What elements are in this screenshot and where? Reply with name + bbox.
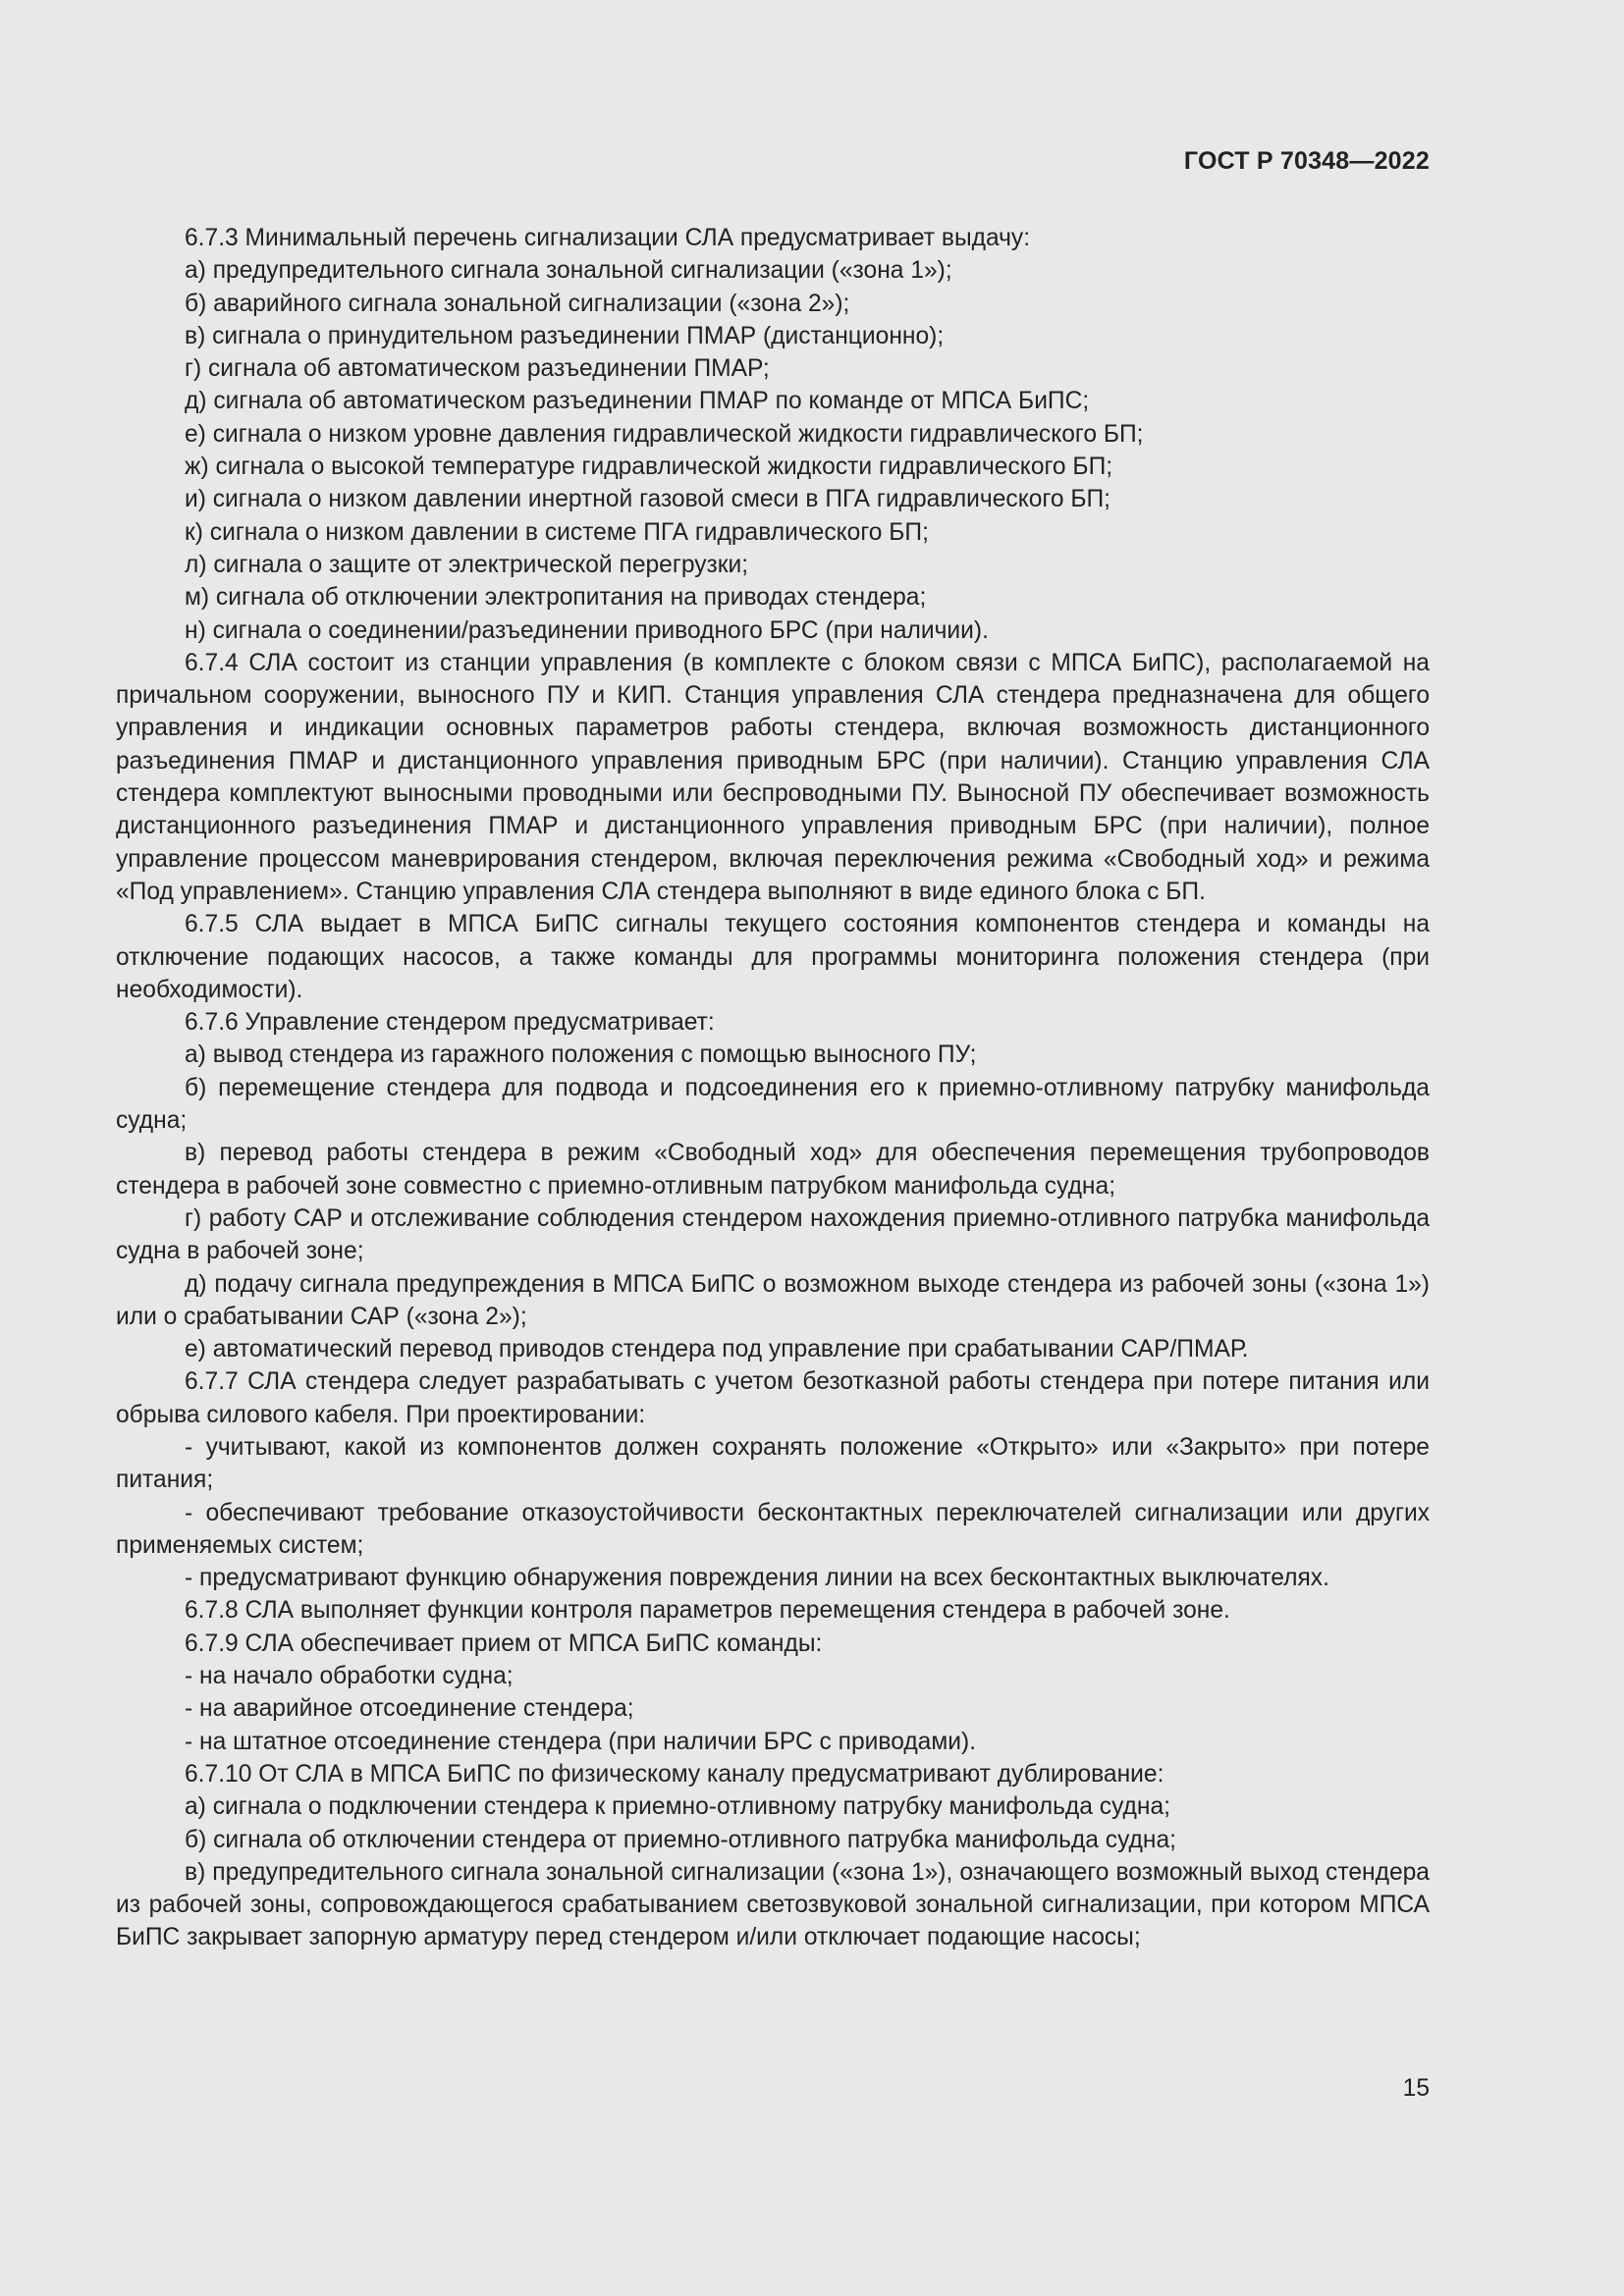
list-item: м) сигнала об отключении электропитания на приводах стендера; (185, 584, 927, 612)
list-item: - учитывают, какой из компонентов должен сохранять положение «Открыто» или «Закрыто» при потере питания; (116, 1433, 1430, 1494)
paragraph: 6.7.10 От СЛА в МПСА БиПС по физическому каналу предусматривают дублирование: (185, 1760, 1164, 1788)
list-item: г) работу САР и отслеживание соблюдения стендером нахождения приемно-отливного патрубка манифольда судна в рабочей зоне; (116, 1204, 1430, 1265)
list-item: в) предупредительного сигнала зональной сигнализации («зона 1»), означающего возможный выход стендера из рабочей зоны, сопровождающегося срабатыванием светозвуковой зональной сигнализации, при котором МПСА БиПС закрывает запорную арматуру перед стендером и/или отключает подающие насосы; (116, 1858, 1430, 1951)
list-item: л) сигнала о защите от электрической перегрузки; (185, 551, 749, 578)
list-item: б) перемещение стендера для подвода и подсоединения его к приемно-отливному патрубку манифольда судна; (116, 1074, 1430, 1135)
document-header-standard: ГОСТ Р 70348—2022 (1183, 147, 1430, 175)
list-item: г) сигнала об автоматическом разъединении ПМАР; (185, 355, 770, 383)
list-item: н) сигнала о соединении/разъединении приводного БРС (при наличии). (185, 616, 989, 644)
list-item: и) сигнала о низком давлении инертной газовой смеси в ПГА гидравлического БП; (185, 486, 1111, 513)
list-item: - на начало обработки судна; (185, 1663, 514, 1690)
list-item: - обеспечивают требование отказоустойчивости бесконтактных переключателей сигнализации или других применяемых систем; (116, 1499, 1430, 1559)
list-item: в) сигнала о принудительном разъединении ПМАР (дистанционно); (185, 322, 945, 349)
list-item: е) автоматический перевод приводов стендера под управление при срабатывании САР/ПМАР. (185, 1336, 1249, 1363)
paragraph: 6.7.8 СЛА выполняет функции контроля параметров перемещения стендера в рабочей зоне. (185, 1597, 1230, 1625)
paragraph: 6.7.6 Управление стендером предусматривает: (185, 1009, 715, 1037)
list-item: б) сигнала об отключении стендера от приемно-отливного патрубка манифольда судна; (185, 1826, 1176, 1853)
list-item: ж) сигнала о высокой температуре гидравлической жидкости гидравлического БП; (185, 454, 1113, 481)
list-item: б) аварийного сигнала зональной сигнализации («зона 2»); (185, 290, 850, 317)
list-item: к) сигнала о низком давлении в системе ПГА гидравлического БП; (185, 518, 929, 546)
document-body (116, 222, 1430, 1954)
list-item: а) предупредительного сигнала зональной сигнализации («зона 1»); (185, 257, 952, 285)
list-item: д) сигнала об автоматическом разъединении ПМАР по команде от МПСА БиПС; (185, 388, 1090, 415)
list-item: - на аварийное отсоединение стендера; (185, 1695, 634, 1723)
list-item: а) вывод стендера из гаражного положения с помощью выносного ПУ; (185, 1041, 977, 1069)
list-item: а) сигнала о подключении стендера к приемно-отливному патрубку манифольда судна; (185, 1793, 1170, 1821)
paragraph: 6.7.4 СЛА состоит из станции управления (в комплекте с блоком связи с МПСА БиПС), располагаемой на причальном сооружении, выносного ПУ и КИП. Станция управления СЛА стендера предназначена для общего управления и индикации основных параметров работы стендера, включая возможность дистанционного разъединения ПМАР и дистанционного управления приводным БРС (при наличии). Станцию управления СЛА стендера комплектуют выносными проводными или беспроводными ПУ. Выносной ПУ обеспечивает возможность дистанционного разъединения ПМАР и дистанционного управления приводным БРС (при наличии), полное управление процессом маневрирования стендером, включая переключения режима «Свободный ход» и режима «Под управлением». Станцию управления СЛА стендера выполняют в виде единого блока с БП. (116, 649, 1430, 905)
paragraph: 6.7.9 СЛА обеспечивает прием от МПСА БиПС команды: (185, 1629, 823, 1657)
list-item: - на штатное отсоединение стендера (при наличии БРС с приводами). (185, 1728, 977, 1755)
list-item: е) сигнала о низком уровне давления гидравлической жидкости гидравлического БП; (185, 420, 1144, 448)
paragraph: 6.7.3 Минимальный перечень сигнализации СЛА предусматривает выдачу: (185, 225, 1031, 251)
list-item: в) перевод работы стендера в режим «Свободный ход» для обеспечения перемещения трубопроводов стендера в рабочей зоне совместно с приемно-отливным патрубком манифольда судна; (116, 1140, 1430, 1200)
page-number: 15 (1402, 2075, 1430, 2102)
paragraph: 6.7.7 СЛА стендера следует разрабатывать с учетом безотказной работы стендера при потере питания или обрыва силового кабеля. При проектировании: (116, 1368, 1430, 1428)
paragraph: 6.7.5 СЛА выдает в МПСА БиПС сигналы текущего состояния компонентов стендера и команды на отключение подающих насосов, а также команды для программы мониторинга положения стендера (при необходимости). (116, 911, 1430, 1003)
list-item: д) подачу сигнала предупреждения в МПСА БиПС о возможном выходе стендера из рабочей зоны («зона 1») или о срабатывании САР («зона 2»); (116, 1270, 1430, 1330)
list-item: - предусматривают функцию обнаружения повреждения линии на всех бесконтактных выключателях. (185, 1565, 1329, 1592)
